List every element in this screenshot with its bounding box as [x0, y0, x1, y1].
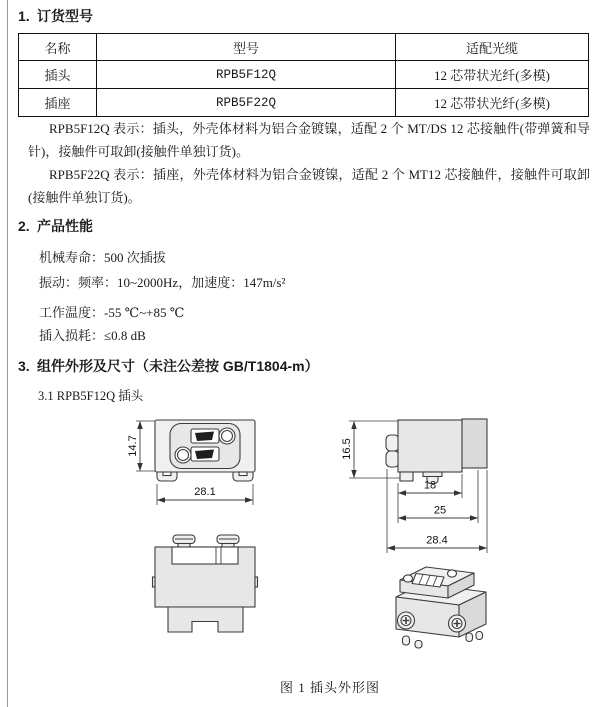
cell-name: 插头 — [19, 61, 97, 89]
front-view-drawing — [155, 420, 255, 481]
cell-cable: 12 芯带状光纤(多模) — [396, 61, 589, 89]
cell-cable: 12 芯带状光纤(多模) — [396, 89, 589, 117]
front-foot-right-notch — [239, 472, 247, 476]
dim284-label: 28.4 — [426, 534, 448, 547]
subsection-3-1: 3.1 RPB5F12Q 插头 — [38, 389, 144, 403]
perf-operating-temperature: 工作温度：-55 ℃~+85 ℃ — [39, 305, 185, 320]
paragraph-socket: RPB5F22Q 表示：插座，外壳体材料为铝合金镀镍，适配 2 个 MT12 芯接触件，接触件可取卸(接触件单独订货)。 — [28, 167, 590, 205]
top-view-drawing — [153, 535, 258, 632]
table-header-row — [19, 34, 589, 61]
section2-number: 2. — [18, 218, 30, 234]
dim18-label: 18 — [423, 479, 437, 492]
iso-pin-left-1 — [403, 636, 410, 645]
front-width-label: 28.1 — [194, 486, 216, 498]
iso-guide-hole-left — [404, 575, 413, 582]
top-rear-boss — [168, 607, 243, 632]
dim25-label: 25 — [433, 504, 447, 517]
perf-insertion-loss: 插入损耗：≤0.8 dB — [39, 328, 146, 343]
side-foot — [400, 472, 413, 481]
iso-pin-right-2 — [476, 632, 483, 640]
section3-number: 3. — [18, 358, 30, 374]
cell-model: RPB5F22Q — [97, 89, 396, 117]
side-rear-block — [462, 419, 487, 468]
side-body — [398, 420, 462, 472]
paragraph-plug: RPB5F12Q 表示：插头，外壳体材料为铝合金镀镍，适配 2 个 MT/DS 12 芯接触件(带弹簧和导针)，接触件可取卸(接触件单独订货)。 — [28, 121, 590, 159]
top-side-nub-right — [255, 577, 258, 587]
section3-title: 组件外形及尺寸（未注公差按 GB/T1804-m） — [37, 358, 319, 374]
figure-drawings — [0, 405, 603, 671]
iso-pin-right-1 — [466, 633, 473, 642]
section3-heading — [18, 356, 319, 376]
ordering-table — [18, 33, 589, 117]
section1-heading — [18, 6, 93, 26]
front-height-label: 14.7 — [127, 435, 139, 457]
table-row — [19, 89, 589, 117]
iso-guide-hole-right — [448, 570, 457, 577]
section1-title: 订货型号 — [37, 8, 93, 24]
figure-caption: 图 1 插头外形图 — [279, 680, 380, 695]
section2-title: 产品性能 — [37, 218, 93, 234]
isometric-view-drawing — [396, 567, 486, 648]
top-recess — [172, 547, 238, 564]
perf-mechanical-life: 机械寿命：500 次插拔 — [39, 250, 166, 265]
perf-vibration: 振动：频率：10~2000Hz，加速度：147m/s² — [39, 275, 286, 290]
table-header-name: 名称 — [19, 34, 97, 61]
top-side-nub-left — [153, 577, 156, 587]
side-latch-flange — [423, 472, 442, 477]
front-guide-hole-right-inner — [222, 431, 233, 442]
side-screw-knob-bottom — [386, 451, 399, 467]
table-row — [19, 61, 589, 89]
side-height-label: 16.5 — [341, 438, 353, 460]
front-guide-hole-left-inner — [178, 450, 189, 461]
front-slot-bottom-flap — [195, 450, 214, 460]
section1-number: 1. — [18, 8, 30, 24]
front-slot-top-flap — [195, 432, 214, 442]
section2-heading — [18, 216, 93, 236]
iso-pin-left-2 — [415, 641, 422, 649]
table-header-cable: 适配光缆 — [396, 34, 589, 61]
cell-name: 插座 — [19, 89, 97, 117]
side-screw-knob-top — [386, 435, 399, 451]
front-foot-left-notch — [163, 472, 171, 476]
table-header-model: 型号 — [97, 34, 396, 61]
cell-model: RPB5F12Q — [97, 61, 396, 89]
description-paragraphs — [28, 117, 590, 209]
side-view-drawing — [386, 419, 487, 484]
